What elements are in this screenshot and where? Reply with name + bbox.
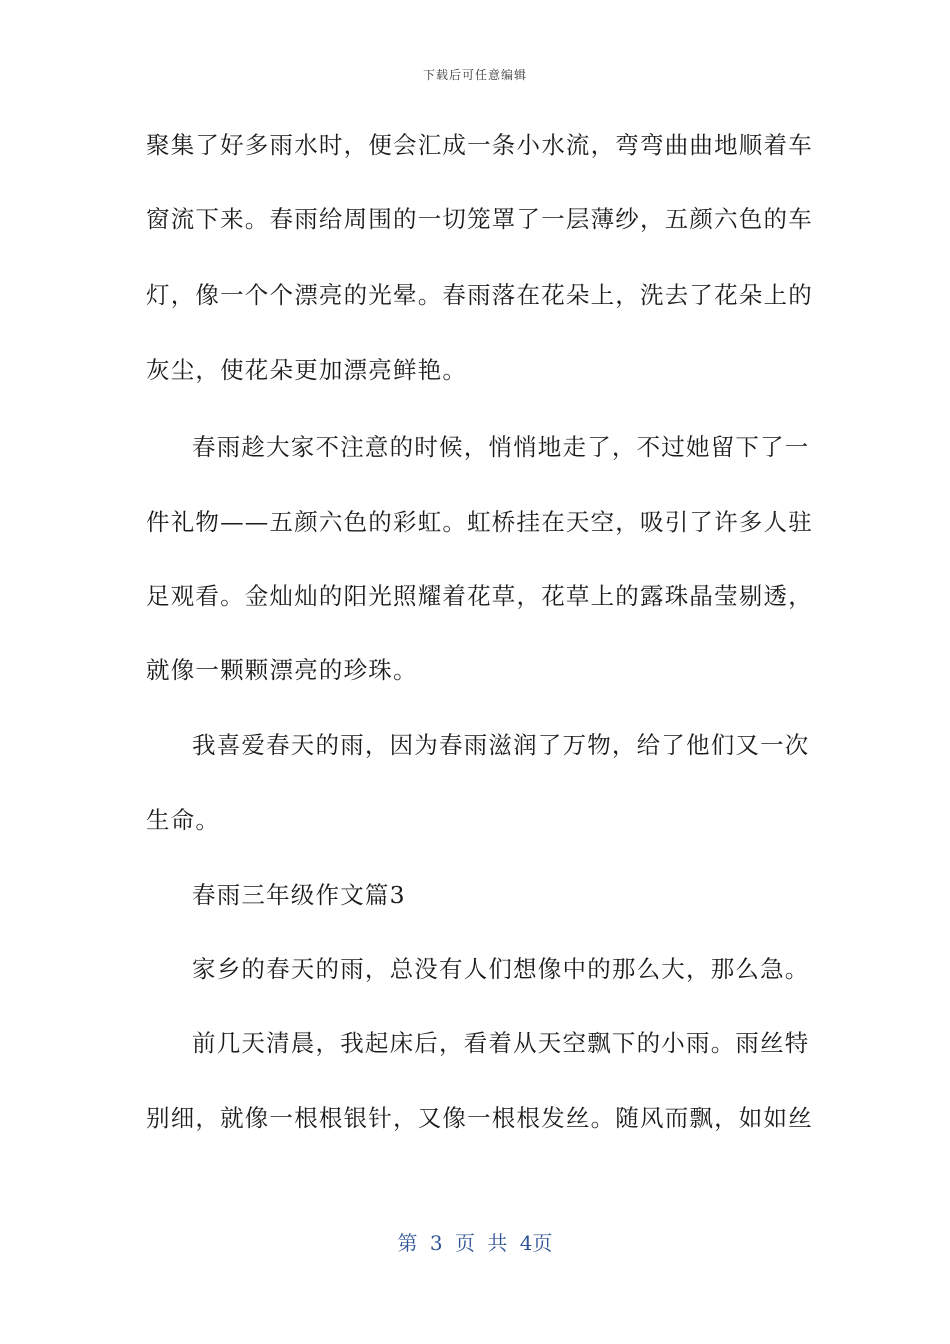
body-line: 生命。 <box>146 806 221 834</box>
body-line: 足观看。金灿灿的阳光照耀着花草，花草上的露珠晶莹剔透， <box>146 582 813 610</box>
page-footer: 第 3 页 共 4页 <box>397 1231 553 1255</box>
paragraph-first-line: 前几天清晨，我起床后，看着从天空飘下的小雨。雨丝特 <box>192 1029 810 1057</box>
page-header: 下载后可任意编辑 <box>422 68 527 82</box>
body-line: 灰尘，使花朵更加漂亮鲜艳。 <box>146 356 468 384</box>
body-line: 件礼物——五颜六色的彩虹。虹桥挂在天空，吸引了许多人驻 <box>146 508 813 536</box>
paragraph-first-line: 家乡的春天的雨，总没有人们想像中的那么大，那么急。 <box>192 955 810 983</box>
body-line: 灯，像一个个漂亮的光晕。春雨落在花朵上，洗去了花朵上的 <box>146 281 813 309</box>
body-line: 别细，就像一根根银针，又像一根根发丝。随风而飘，如如丝 <box>146 1104 813 1132</box>
body-line: 窗流下来。春雨给周围的一切笼罩了一层薄纱，五颜六色的车 <box>146 205 813 233</box>
body-line: 聚集了好多雨水时，便会汇成一条小水流，弯弯曲曲地顺着车 <box>146 131 813 159</box>
paragraph-first-line: 我喜爱春天的雨，因为春雨滋润了万物，给了他们又一次 <box>192 731 810 759</box>
body-line: 就像一颗颗漂亮的珍珠。 <box>146 656 418 684</box>
section-heading: 春雨三年级作文篇3 <box>192 881 406 909</box>
paragraph-first-line: 春雨趁大家不注意的时候，悄悄地走了，不过她留下了一 <box>192 433 810 461</box>
